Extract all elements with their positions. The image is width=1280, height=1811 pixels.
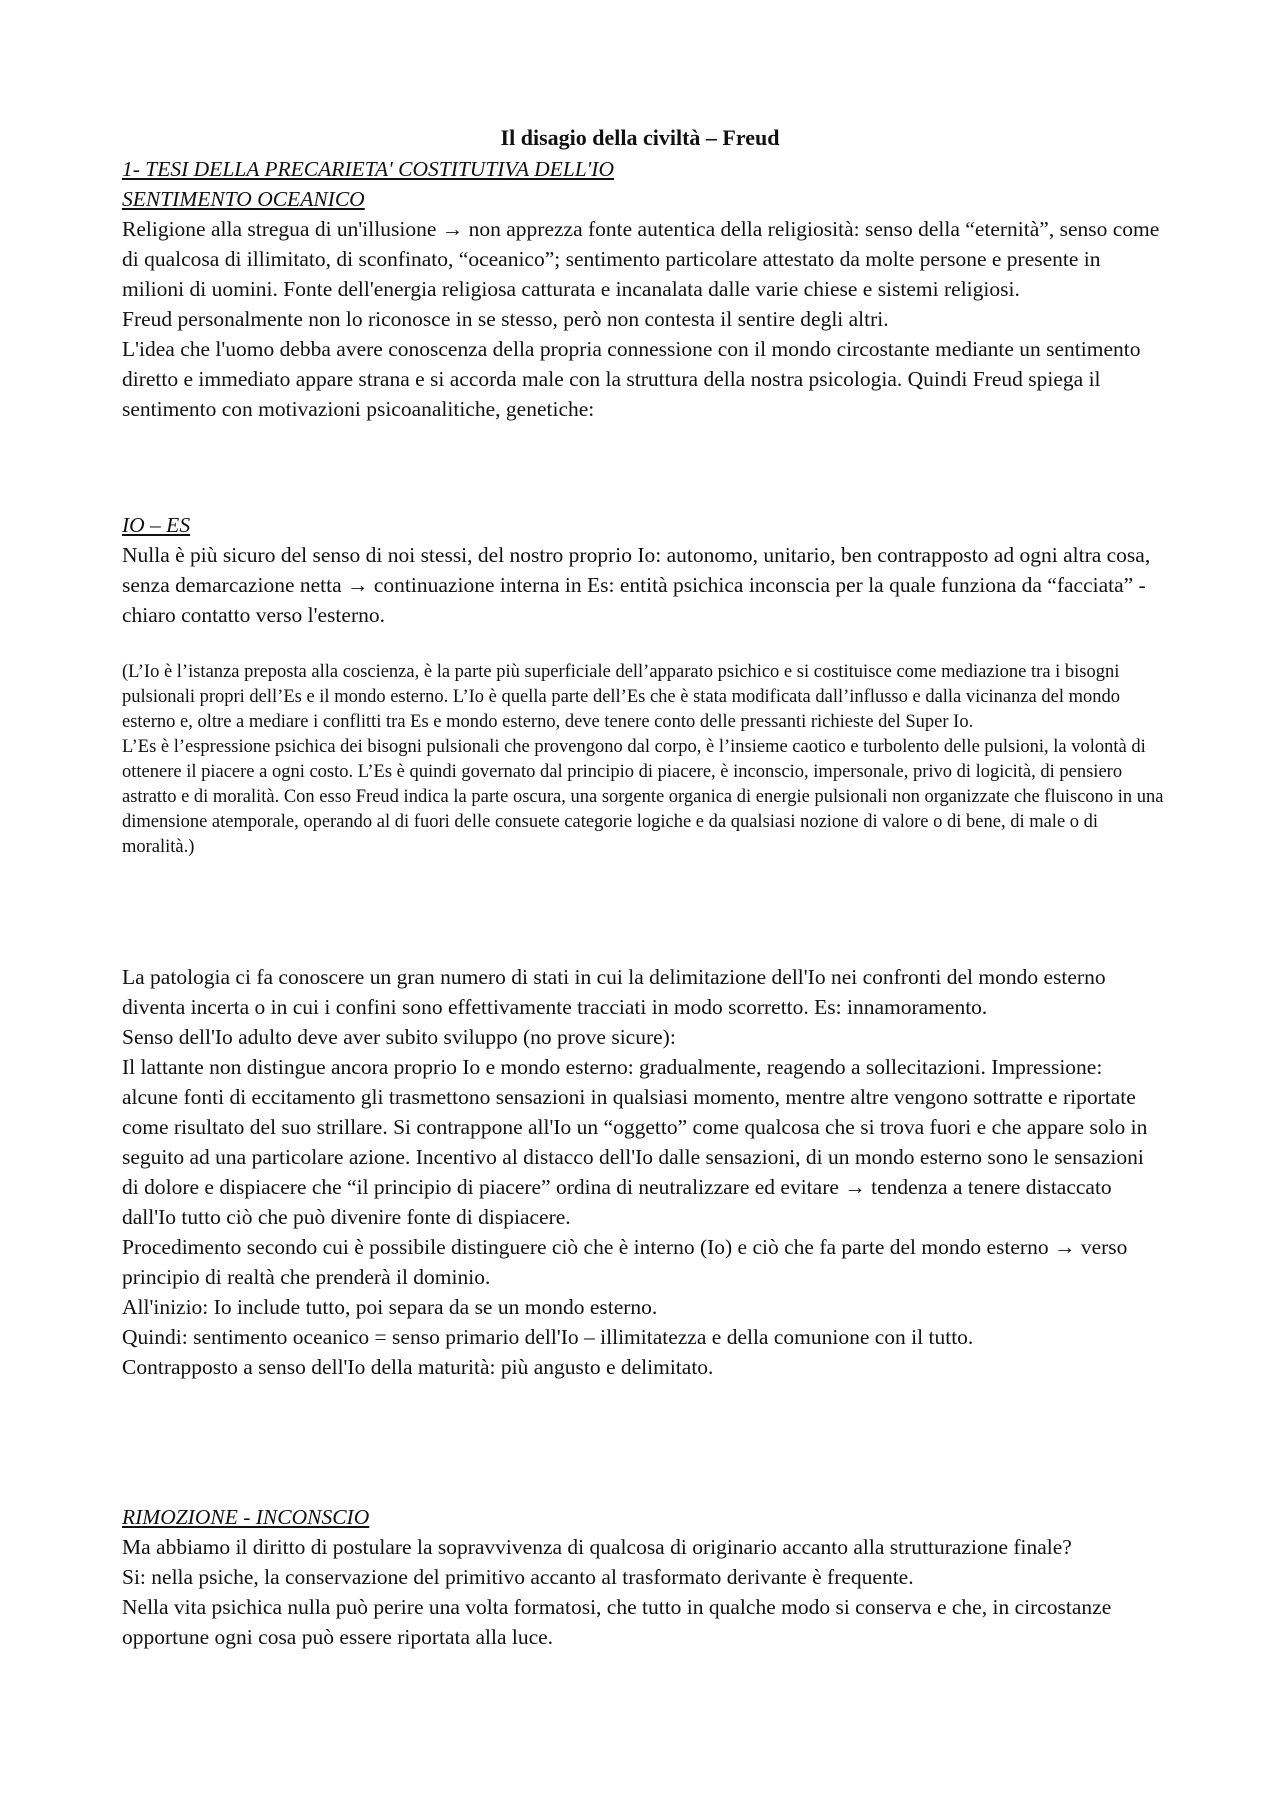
section-3: [122, 1502, 1162, 1652]
section-2-paragraph: Contrapposto a senso dell'Io della maturità: più angusto e delimitato.: [122, 1355, 714, 1379]
note-paragraph: (L’Io è l’istanza preposta alla coscienza, è la parte più superficiale dell’apparato psichico e si costituisce come mediazione tra i bisogni pulsionali propri dell’Es e il mondo esterno. L’Io è quella parte dell’Es che è stata modificata dall’influsso e dalla vicinanza del mondo esterno e, oltre a mediare i conflitti tra Es e mondo esterno, deve tenere conto delle pressanti richieste del Super Io.: [122, 662, 1121, 732]
section-2-continued: [122, 962, 1162, 1382]
section-3-paragraph: Si: nella psiche, la conservazione del primitivo accanto al trasformato derivante è frequente.: [122, 1565, 914, 1589]
section-3-paragraph: Nella vita psichica nulla può perire una volta formatosi, che tutto in qualche modo si conserva e che, in circostanze opportune ogni cosa può essere riportata alla luce.: [122, 1595, 1112, 1649]
section-2-paragraph: Nulla è più sicuro del senso di noi stessi, del nostro proprio Io: autonomo, unitario, ben contrapposto ad ogni altra cosa, senza demarcazione netta → continuazione interna in Es: entità psichica inconscia per la quale funziona da “facciata” - chiaro contatto verso l'esterno.: [122, 543, 1151, 627]
section-2-paragraph: Il lattante non distingue ancora proprio Io e mondo esterno: gradualmente, reagendo a sollecitazioni. Impressione: alcune fonti di eccitamento gli trasmettono sensazioni in qualsiasi momento, mentre altre vengono sottratte e riportate come risultato del suo strillare. Si contrappone all'Io un “oggetto” come qualcosa che si trova fuori e che appare solo in seguito ad una particolare azione. Incentivo al distacco dell'Io dalle sensazioni, di un mondo esterno sono le sensazioni di dolore e dispiacere che “il principio di piacere” ordina di neutralizzare ed evitare → tendenza a tenere distaccato dall'Io tutto ciò che può divenire fonte di dispiacere.: [122, 1055, 1148, 1229]
section-1-paragraph: Freud personalmente non lo riconosce in se stesso, però non contesta il sentire degli altri.: [122, 307, 889, 331]
section-1-heading: 1- TESI DELLA PRECARIETA' COSTITUTIVA DELL'IO: [122, 157, 614, 181]
section-1-paragraph: L'idea che l'uomo debba avere conoscenza della propria connessione con il mondo circostante mediante un sentimento diretto e immediato appare strana e si accorda male con la struttura della nostra psicologia. Quindi Freud spiega il sentimento con motivazioni psicoanalitiche, genetiche:: [122, 337, 1141, 421]
section-3-paragraph: Ma abbiamo il diritto di postulare la sopravvivenza di qualcosa di originario accanto alla strutturazione finale?: [122, 1535, 1072, 1559]
note-paragraph: L’Es è l’espressione psichica dei bisogni pulsionali che provengono dal corpo, è l’insieme caotico e turbolento delle pulsioni, la volontà di ottenere il piacere a ogni costo. L’Es è quindi governato dal principio di piacere, è inconscio, impersonale, privo di logicità, di pensiero astratto e di moralità. Con esso Freud indica la parte oscura, una sorgente organica di energie pulsionali non organizzate che fluiscono in una dimensione atemporale, operando al di fuori delle consuete categorie logiche e da qualsiasi nozione di valore o di bene, di male o di moralità.): [122, 737, 1164, 857]
section-2-paragraph: All'inizio: Io include tutto, poi separa da se un mondo esterno.: [122, 1295, 658, 1319]
section-2-paragraph: Senso dell'Io adulto deve aver subito sviluppo (no prove sicure):: [122, 1025, 676, 1049]
section-2-paragraph: La patologia ci fa conoscere un gran numero di stati in cui la delimitazione dell'Io nei confronti del mondo esterno diventa incerta o in cui i confini sono effettivamente tracciati in modo scorretto. Es: innamoramento.: [122, 965, 1106, 1019]
section-3-heading: RIMOZIONE - INCONSCIO: [122, 1505, 370, 1529]
section-1: [122, 154, 1162, 424]
section-2-paragraph: Quindi: sentimento oceanico = senso primario dell'Io – illimitatezza e della comunione con il tutto.: [122, 1325, 974, 1349]
section-2-heading: IO – ES: [122, 513, 191, 537]
section-1-paragraph: Religione alla stregua di un'illusione → non apprezza fonte autentica della religiosità: senso della “eternità”, senso come di qualcosa di illimitato, di sconfinato, “oceanico”; sentimento particolare attestato da molte persone e presente in milioni di uomini. Fonte dell'energia religiosa catturata e incanalata dalle varie chiese e sistemi religiosi.: [122, 217, 1160, 301]
section-2: [122, 510, 1162, 630]
section-1-subheading: SENTIMENTO OCEANICO: [122, 187, 365, 211]
section-2-note: [122, 660, 1172, 860]
document-title: Il disagio della civiltà – Freud: [500, 125, 780, 150]
section-2-paragraph: Procedimento secondo cui è possibile distinguere ciò che è interno (Io) e ciò che fa parte del mondo esterno → verso principio di realtà che prenderà il dominio.: [122, 1235, 1128, 1289]
